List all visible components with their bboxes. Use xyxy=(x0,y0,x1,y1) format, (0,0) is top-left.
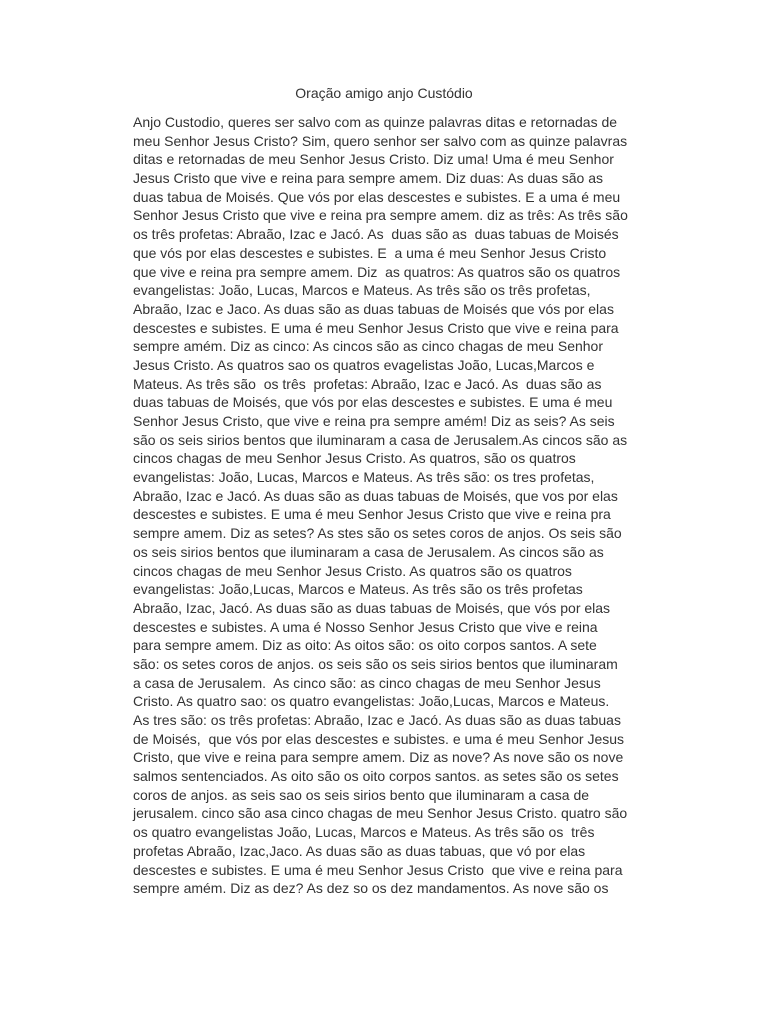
body-text-line: são: os setes coros de anjos. os seis são os seis sirios bentos que iluminaram xyxy=(133,655,618,672)
body-text-line: Anjo Custodio, queres ser salvo com as quinze palavras ditas e retornadas de xyxy=(133,114,618,130)
body-text-line: descestes e subistes. E uma é meu Senhor Jesus Cristo que vive e reina para xyxy=(133,861,623,878)
body-text-line: sempre amém. Diz as dez? As dez so os dez mandamentos. As nove são os xyxy=(133,880,609,897)
body-text-line: evangelistas: João, Lucas, Marcos e Mateus. As três são: os tres profetas, xyxy=(133,469,595,486)
body-text-line: sempre amém. Diz as cinco: As cincos são as cinco chagas de meu Senhor xyxy=(133,338,603,355)
body-text-line: meu Senhor Jesus Cristo? Sim, quero senhor ser salvo com as quinze palavras xyxy=(133,132,628,149)
body-text-line: cincos chagas de meu Senhor Jesus Cristo. As quatros são os quatros xyxy=(133,562,572,579)
body-text-line: para sempre amem. Diz as oito: As oitos são: os oito corpos santos. A sete xyxy=(133,637,597,654)
body-text-line: Abraão, Izac, Jacó. As duas são as duas tabuas de Moisés, que vós por elas xyxy=(133,599,611,616)
body-text-line: a casa de Jerusalem. As cinco são: as cinco chagas de meu Senhor Jesus xyxy=(133,674,601,691)
document-body xyxy=(133,113,643,898)
body-text-line: de Moisés, que vós por elas descestes e subistes. e uma é meu Senhor Jesus xyxy=(133,730,625,747)
body-text-line: descestes e subistes. E uma é meu Senhor Jesus Cristo que vive e reina para xyxy=(133,319,619,336)
body-text-line: os quatro evangelistas João, Lucas, Marcos e Mateus. As três são os três xyxy=(133,824,595,841)
body-text-line: descestes e subistes. A uma é Nosso Senhor Jesus Cristo que vive e reina xyxy=(133,618,598,635)
body-text-line: os três profetas: Abraão, Izac e Jacó. As duas são as duas tabuas de Moisés xyxy=(133,226,619,243)
body-text-line: Mateus. As três são os três profetas: Abraão, Izac e Jacó. As duas são as xyxy=(133,375,602,392)
body-text-line: cincos chagas de meu Senhor Jesus Cristo. As quatros, são os quatros xyxy=(133,450,576,467)
document-title: Oração amigo anjo Custódio xyxy=(295,85,473,101)
body-text-line: Senhor Jesus Cristo que vive e reina pra sempre amem. diz as três: As três são xyxy=(133,207,628,224)
body-text-line: salmos sentenciados. As oito são os oito corpos santos. as setes são os setes xyxy=(133,768,619,785)
body-text-line: ditas e retornadas de meu Senhor Jesus Cristo. Diz uma! Uma é meu Senhor xyxy=(133,151,614,168)
body-text-line: descestes e subistes. E uma é meu Senhor Jesus Cristo que vive e reina pra xyxy=(133,506,611,523)
body-text-line: Cristo, que vive e reina para sempre amem. Diz as nove? As nove são os nove xyxy=(133,749,624,766)
body-text-line: que vive e reina pra sempre amem. Diz as quatros: As quatros são os quatros xyxy=(133,263,621,280)
body-text-line: que vós por elas descestes e subistes. E a uma é meu Senhor Jesus Cristo xyxy=(133,244,607,261)
body-text-line: duas tabua de Moisés. Que vós por elas descestes e subistes. E a uma é meu xyxy=(133,188,621,205)
body-text-line: coros de anjos. as seis sao os seis sirios bento que iluminaram a casa de xyxy=(133,786,590,803)
body-text-line: Jesus Cristo que vive e reina para sempre amem. Diz duas: As duas são as xyxy=(133,170,603,187)
body-text-line: evangelistas: João,Lucas, Marcos e Mateus. As três são os três profetas xyxy=(133,581,583,598)
body-text-line: são os seis sirios bentos que iluminaram a casa de Jerusalem.As cincos são as xyxy=(133,431,628,448)
body-text-line: os seis sirios bentos que iluminaram a casa de Jerusalem. As cincos são as xyxy=(133,543,604,560)
body-text-line: profetas Abraão, Izac,Jaco. As duas são as duas tabuas, que vó por elas xyxy=(133,842,586,859)
body-text-line: Jesus Cristo. As quatros sao os quatros evagelistas João, Lucas,Marcos e xyxy=(133,356,595,373)
body-text-line: evangelistas: João, Lucas, Marcos e Mateus. As três são os três profetas, xyxy=(133,282,591,299)
body-text-line: jerusalem. cinco são asa cinco chagas de meu Senhor Jesus Cristo. quatro são xyxy=(133,805,628,822)
body-text-line: As tres são: os três profetas: Abraão, Izac e Jacó. As duas são as duas tabuas xyxy=(133,712,621,728)
body-text-line: Cristo. As quatro sao: os quatro evangelistas: João,Lucas, Marcos e Mateus. xyxy=(133,693,610,710)
body-text-line: Abraão, Izac e Jaco. As duas são as duas tabuas de Moisés que vós por elas xyxy=(133,300,614,317)
body-text-line: duas tabuas de Moisés, que vós por elas descestes e subistes. E uma é meu xyxy=(133,394,613,411)
body-text-line: Senhor Jesus Cristo, que vive e reina pra sempre amém! Diz as seis? As seis xyxy=(133,413,615,429)
body-text-line: sempre amem. Diz as setes? As stes são os setes coros de anjos. Os seis são xyxy=(133,525,622,542)
body-text-line: Abraão, Izac e Jacó. As duas são as duas tabuas de Moisés, que vos por elas xyxy=(133,487,618,504)
